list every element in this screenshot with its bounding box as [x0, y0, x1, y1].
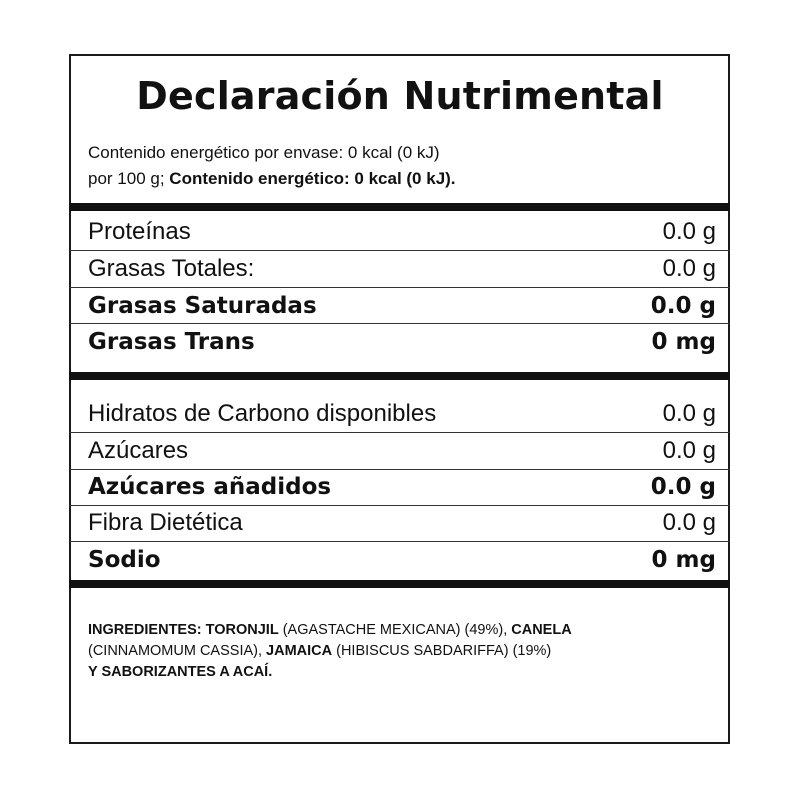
nutrient-name: Proteínas — [88, 218, 191, 245]
ingredient-canela-detail: (CINNAMOMUM CASSIA), — [88, 643, 262, 659]
nutrient-name: Fibra Dietética — [88, 509, 243, 536]
ingredients-label: INGREDIENTES: — [88, 622, 202, 638]
energy-per-100g-prefix: por 100 g; — [88, 169, 165, 188]
nutrient-name: Azúcares añadidos — [88, 474, 332, 500]
thick-divider — [69, 203, 730, 211]
nutrient-row-grasas-trans — [88, 324, 716, 360]
nutrient-row-hidratos — [88, 396, 716, 432]
nutrient-value: 0.0 g — [650, 474, 716, 500]
nutrient-row-grasas-totales — [88, 251, 716, 287]
nutrient-name: Grasas Totales: — [88, 255, 255, 282]
thick-divider — [69, 580, 730, 588]
nutrient-value: 0 mg — [651, 547, 716, 573]
ingredient-saborizantes: Y SABORIZANTES A ACAÍ. — [88, 664, 273, 680]
nutrient-row-azucares — [88, 433, 716, 469]
nutrient-value: 0.0 g — [650, 293, 716, 319]
ingredients-text — [88, 620, 708, 683]
thick-divider — [69, 372, 730, 380]
nutrient-name: Grasas Saturadas — [88, 293, 317, 319]
energy-per-100g-value: Contenido energético: 0 kcal (0 kJ). — [169, 169, 456, 188]
nutrient-value: 0 mg — [651, 329, 716, 355]
nutrient-name: Hidratos de Carbono disponibles — [88, 400, 437, 427]
nutrient-row-azucares-anadidos — [88, 469, 716, 505]
energy-per-package: Contenido energético por envase: 0 kcal (0 kJ) — [88, 143, 440, 162]
nutrient-row-sodio — [88, 542, 716, 578]
ingredient-jamaica: JAMAICA — [266, 643, 333, 659]
nutrient-row-proteinas — [88, 214, 716, 250]
nutrient-value: 0.0 g — [662, 255, 716, 282]
energy-content — [88, 140, 456, 192]
nutrient-row-fibra — [88, 505, 716, 541]
ingredient-toronjil-detail: (AGASTACHE MEXICANA) (49%), — [282, 622, 508, 638]
nutrient-value: 0.0 g — [662, 509, 716, 536]
nutrient-name: Sodio — [88, 547, 161, 573]
ingredient-canela: CANELA — [511, 622, 572, 638]
label-title: Declaración Nutrimental — [136, 74, 664, 118]
nutrient-value: 0.0 g — [662, 400, 716, 427]
energy-per-100g — [88, 166, 456, 192]
ingredient-jamaica-detail: (HIBISCUS SABDARIFFA) (19%) — [336, 643, 552, 659]
nutrient-row-grasas-saturadas — [88, 288, 716, 324]
nutrient-name: Grasas Trans — [88, 329, 255, 355]
nutrient-name: Azúcares — [88, 437, 189, 464]
ingredient-toronjil: TORONJIL — [205, 622, 279, 638]
nutrient-value: 0.0 g — [662, 218, 716, 245]
nutrient-value: 0.0 g — [662, 437, 716, 464]
